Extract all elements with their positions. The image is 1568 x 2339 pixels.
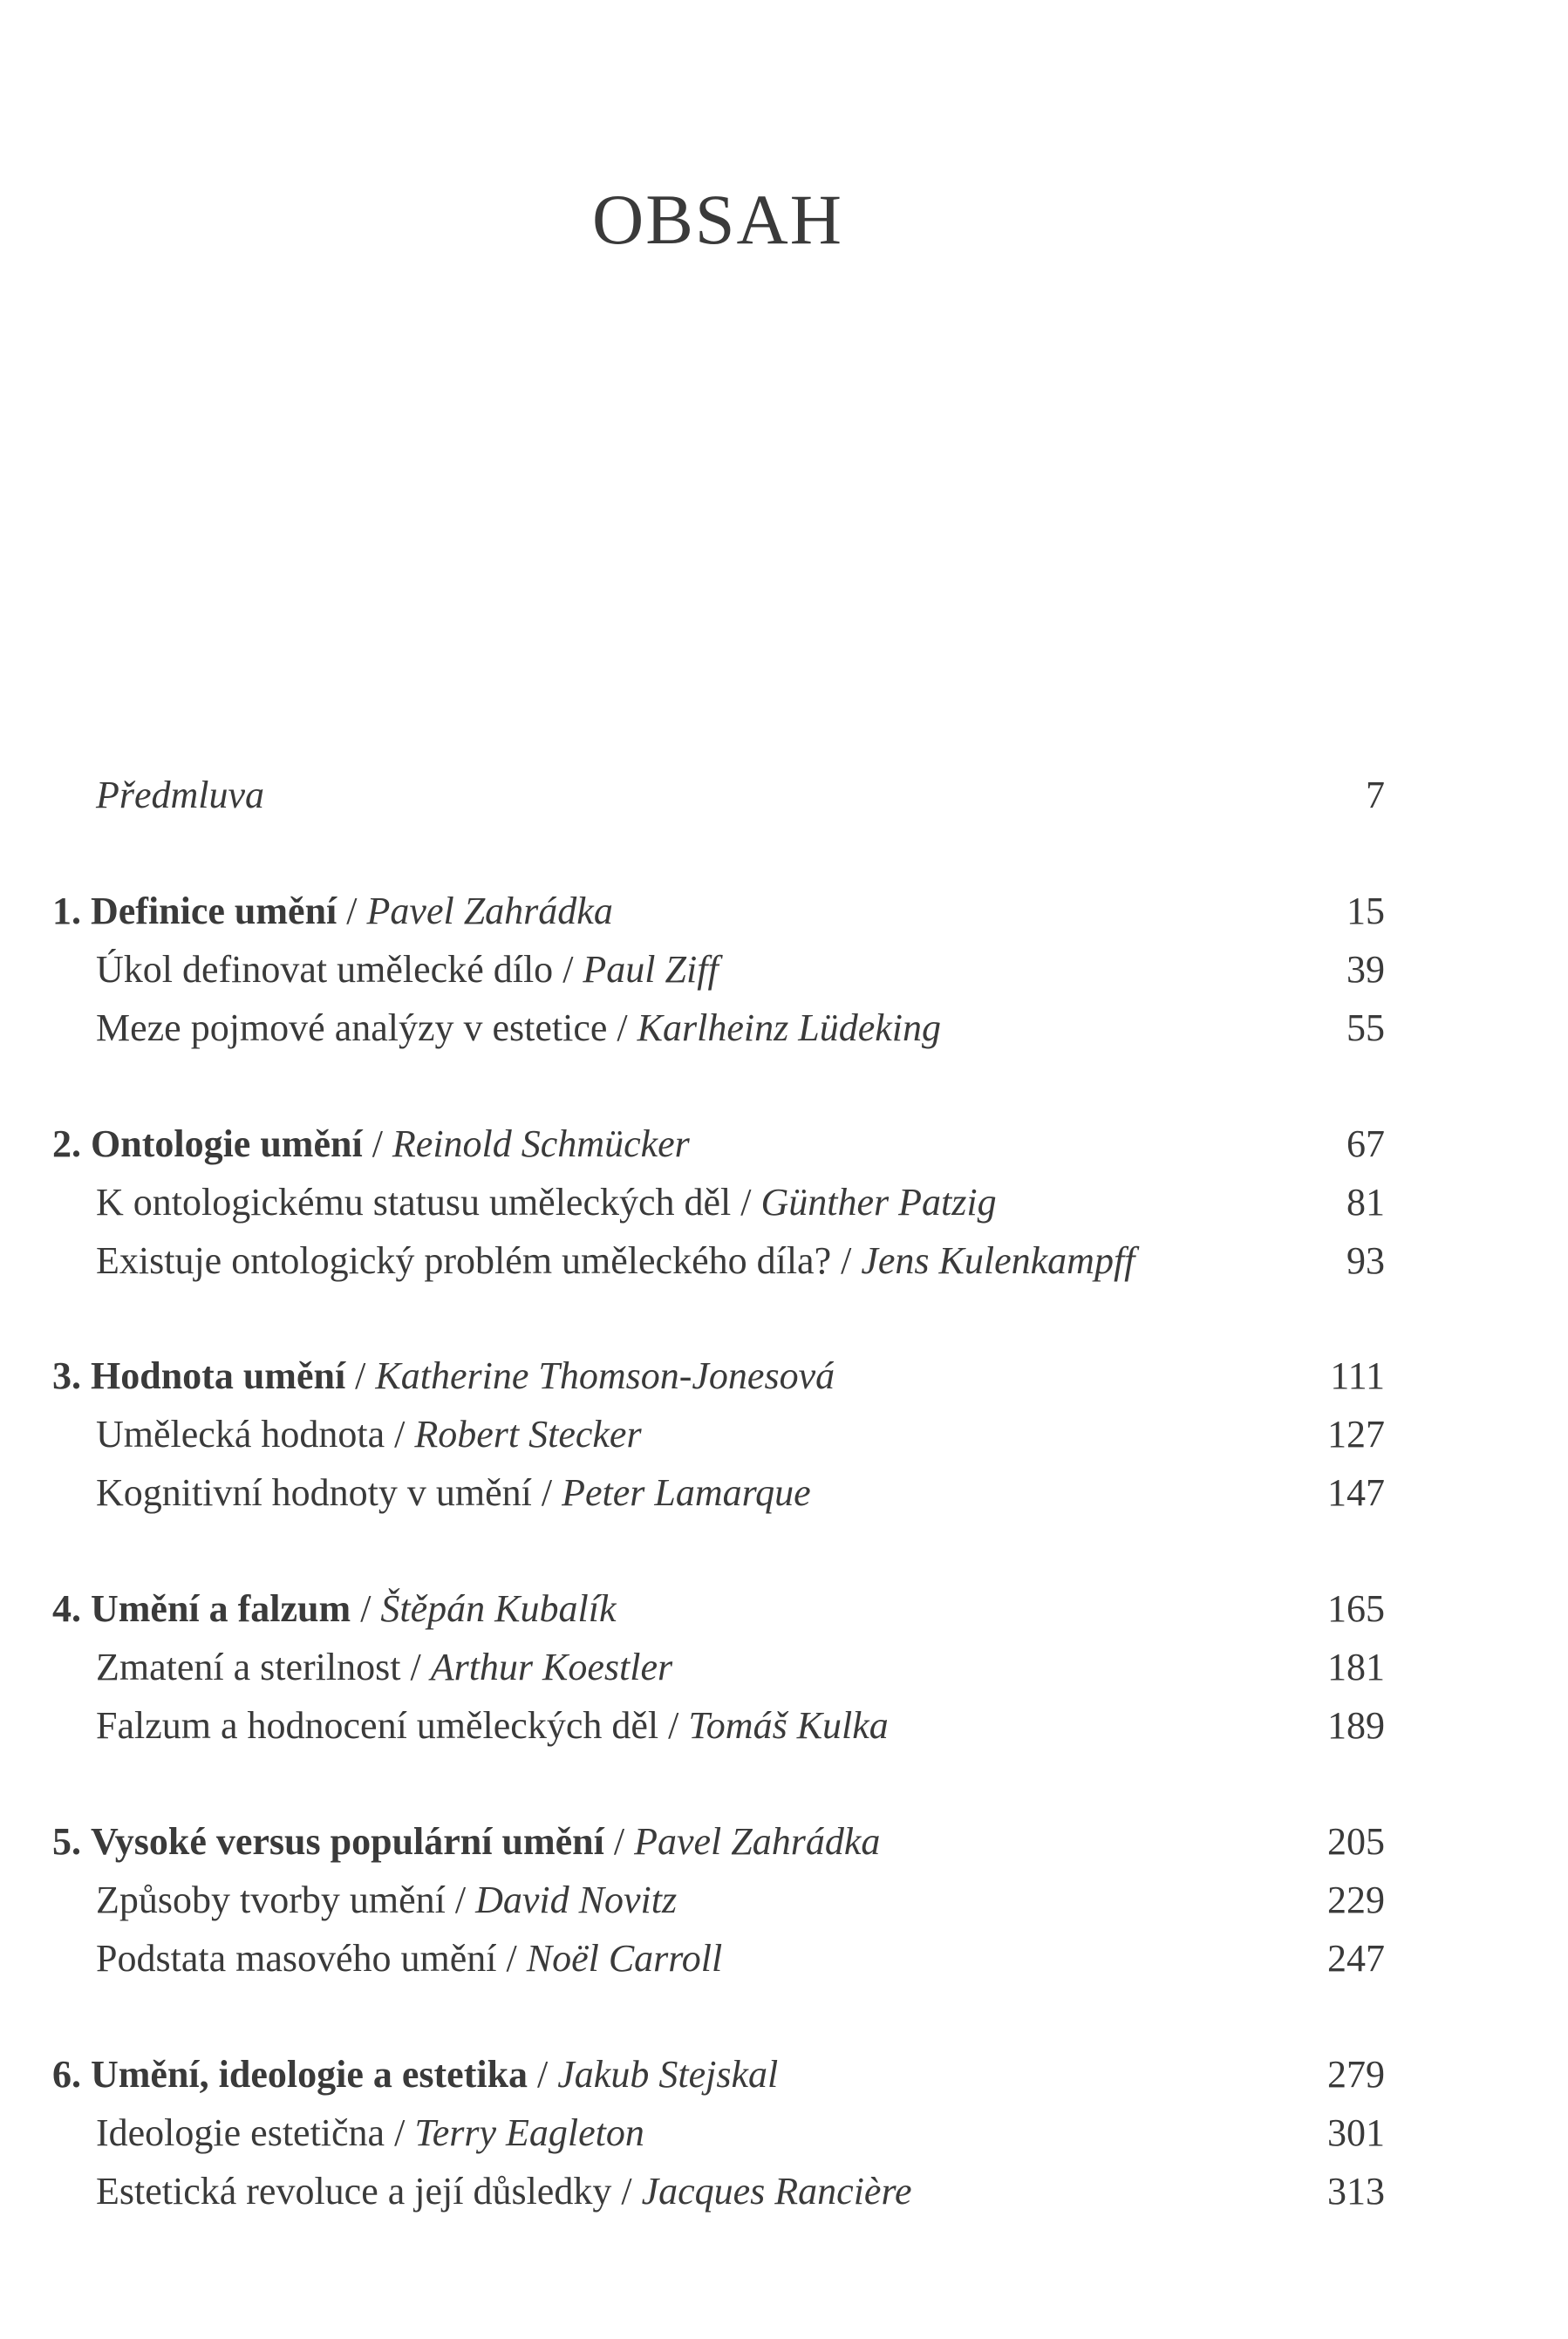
- section-title: Vysoké versus populární umění: [91, 1820, 604, 1863]
- section-number: 6.: [52, 2053, 81, 2096]
- section-number: 2.: [52, 1122, 81, 1165]
- section-author: Reinold Schmücker: [392, 1122, 690, 1165]
- entry-author: Noël Carroll: [526, 1937, 723, 1980]
- section-number: 1.: [52, 890, 81, 932]
- page-number: 15: [1346, 890, 1385, 932]
- page-number: 181: [1327, 1646, 1385, 1688]
- page-number: 229: [1327, 1879, 1385, 1921]
- page-number: 55: [1346, 1006, 1385, 1049]
- page-number: 205: [1327, 1820, 1385, 1863]
- entry-author: Jens Kulenkampff: [861, 1239, 1135, 1282]
- section-title: Ontologie umění: [91, 1122, 363, 1165]
- entry-title: Úkol definovat umělecké dílo: [96, 948, 554, 991]
- page-number: 93: [1346, 1239, 1385, 1282]
- section-author: Jakub Stejskal: [557, 2053, 779, 2096]
- entry-author: Jacques Rancière: [641, 2170, 912, 2213]
- toc-entry[interactable]: Způsoby tvorby umění / David Novitz 229: [0, 1874, 1568, 1926]
- toc-entry[interactable]: Estetická revoluce a její důsledky / Jacques Rancière 313: [0, 2165, 1568, 2218]
- page-number: 189: [1327, 1704, 1385, 1747]
- toc-entry[interactable]: Kognitivní hodnoty v umění / Peter Lamarque 147: [0, 1467, 1568, 1519]
- entry-author: Paul Ziff: [583, 948, 719, 991]
- page-number: 313: [1327, 2170, 1385, 2213]
- section-author: Štěpán Kubalík: [380, 1587, 617, 1630]
- entry-author: David Novitz: [475, 1879, 678, 1921]
- entry-title: Ideologie estetična: [96, 2111, 385, 2154]
- page-number: 111: [1330, 1354, 1385, 1397]
- toc-entry[interactable]: Umělecká hodnota / Robert Stecker 127: [0, 1408, 1568, 1461]
- section-title: Hodnota umění: [91, 1354, 346, 1397]
- entry-title: Zmatení a sterilnost: [96, 1646, 401, 1688]
- page-title: OBSAH: [592, 180, 843, 259]
- entry-title: Meze pojmové analýzy v estetice: [96, 1006, 608, 1049]
- toc-entry[interactable]: K ontologickému statusu uměleckých děl / Günther Patzig 81: [0, 1176, 1568, 1229]
- section-number: 5.: [52, 1820, 81, 1863]
- toc-section-1[interactable]: 1. Definice umění / Pavel Zahrádka 15: [0, 885, 1568, 938]
- entry-author: Terry Eagleton: [414, 2111, 644, 2154]
- entry-title: Podstata masového umění: [96, 1937, 497, 1980]
- page-number: 247: [1327, 1937, 1385, 1980]
- section-title: Umění, ideologie a estetika: [91, 2053, 528, 2096]
- page-number: 39: [1346, 948, 1385, 991]
- entry-title: K ontologickému statusu uměleckých děl: [96, 1181, 732, 1224]
- preface-label: Předmluva: [96, 774, 265, 816]
- entry-title: Umělecká hodnota: [96, 1413, 385, 1456]
- toc-section-6[interactable]: 6. Umění, ideologie a estetika / Jakub Stejskal 279: [0, 2049, 1568, 2101]
- page-number: 279: [1327, 2053, 1385, 2096]
- entry-author: Robert Stecker: [414, 1413, 642, 1456]
- toc-section-2[interactable]: 2. Ontologie umění / Reinold Schmücker 67: [0, 1118, 1568, 1170]
- toc-preface[interactable]: [0, 769, 1568, 822]
- entry-title: Existuje ontologický problém uměleckého díla?: [96, 1239, 832, 1282]
- section-title: Umění a falzum: [91, 1587, 351, 1630]
- entry-author: Arthur Koestler: [430, 1646, 673, 1688]
- page-number: 7: [1366, 774, 1385, 816]
- toc-section-4[interactable]: 4. Umění a falzum / Štěpán Kubalík 165: [0, 1583, 1568, 1635]
- entry-author: Peter Lamarque: [562, 1471, 811, 1514]
- page-number: 147: [1327, 1471, 1385, 1514]
- toc-entry[interactable]: Existuje ontologický problém uměleckého díla? / Jens Kulenkampff 93: [0, 1235, 1568, 1287]
- page-number: 165: [1327, 1587, 1385, 1630]
- entry-author: Tomáš Kulka: [688, 1704, 889, 1747]
- section-title: Definice umění: [91, 890, 337, 932]
- section-number: 4.: [52, 1587, 81, 1630]
- toc-section-3[interactable]: 3. Hodnota umění / Katherine Thomson-Jonesová 111: [0, 1350, 1568, 1402]
- entry-title: Falzum a hodnocení uměleckých děl: [96, 1704, 659, 1747]
- entry-title: Estetická revoluce a její důsledky: [96, 2170, 612, 2213]
- entry-author: Karlheinz Lüdeking: [637, 1006, 941, 1049]
- toc-entry[interactable]: Meze pojmové analýzy v estetice / Karlheinz Lüdeking 55: [0, 1002, 1568, 1054]
- page-number: 127: [1327, 1413, 1385, 1456]
- entry-title: Způsoby tvorby umění: [96, 1879, 446, 1921]
- page-number: 81: [1346, 1181, 1385, 1224]
- toc-section-5[interactable]: 5. Vysoké versus populární umění / Pavel Zahrádka 205: [0, 1816, 1568, 1868]
- section-author: Katherine Thomson-Jonesová: [375, 1354, 835, 1397]
- page-number: 301: [1327, 2111, 1385, 2154]
- entry-author: Günther Patzig: [760, 1181, 997, 1224]
- toc-entry[interactable]: Ideologie estetična / Terry Eagleton 301: [0, 2107, 1568, 2159]
- toc-entry[interactable]: Úkol definovat umělecké dílo / Paul Ziff 39: [0, 944, 1568, 996]
- section-author: Pavel Zahrádka: [634, 1820, 881, 1863]
- toc-entry[interactable]: Podstata masového umění / Noël Carroll 247: [0, 1933, 1568, 1985]
- toc-entry[interactable]: Falzum a hodnocení uměleckých děl / Tomáš Kulka 189: [0, 1700, 1568, 1752]
- section-author: Pavel Zahrádka: [366, 890, 613, 932]
- page-number: 67: [1346, 1122, 1385, 1165]
- section-number: 3.: [52, 1354, 81, 1397]
- entry-title: Kognitivní hodnoty v umění: [96, 1471, 532, 1514]
- toc-entry[interactable]: Zmatení a sterilnost / Arthur Koestler 181: [0, 1641, 1568, 1694]
